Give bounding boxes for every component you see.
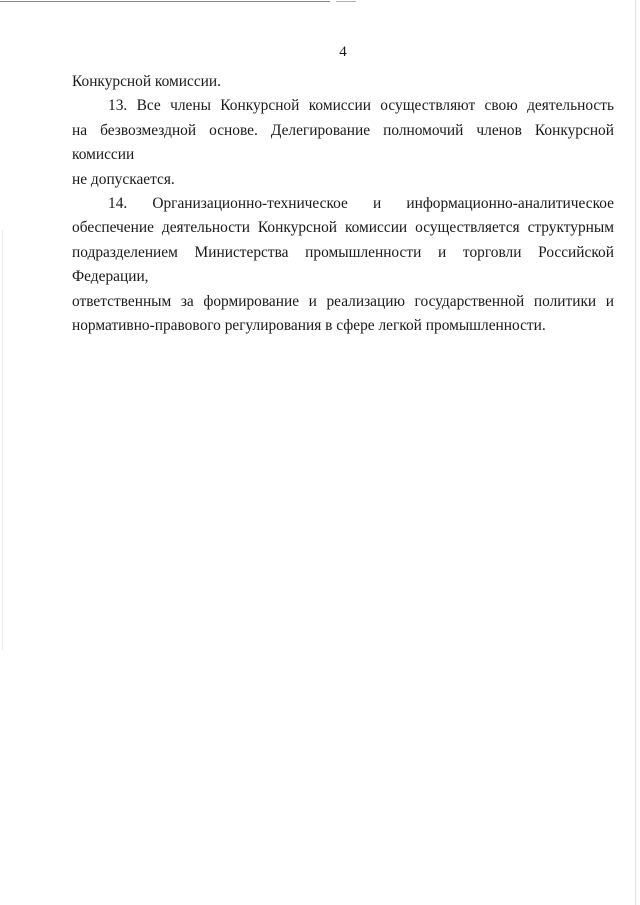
paragraph-13-line-3: не допускается. <box>72 170 175 188</box>
paragraph-13-line-2: на безвозмездной основе. Делегирование полномочий членов Конкурсной комиссии <box>72 121 614 164</box>
page-number: 4 <box>339 44 347 60</box>
paragraph-14-line-1: 14. Организационно-техническое и информационно-аналитическое <box>108 195 614 213</box>
paragraph-13 <box>72 94 614 192</box>
document-body <box>72 70 614 338</box>
scan-artifact-right-edge <box>635 0 636 905</box>
paragraph-14 <box>72 192 614 338</box>
scan-artifact-top-line <box>0 1 330 2</box>
paragraph-14-line-4: ответственным за формирование и реализацию государственной политики и <box>72 292 614 310</box>
paragraph-14-line-5: нормативно-правового регулирования в сфере легкой промышленности. <box>72 317 546 335</box>
paragraph-14-line-3: подразделением Министерства промышленности и торговли Российской Федерации, <box>72 243 614 286</box>
paragraph-13-line-1: 13. Все члены Конкурсной комиссии осуществляют свою деятельность <box>108 97 614 115</box>
scan-artifact-left-edge <box>2 230 3 650</box>
paragraph-14-line-2: обеспечение деятельности Конкурсной комиссии осуществляется структурным <box>72 219 614 237</box>
paragraph-continuation: Конкурсной комиссии. <box>72 73 221 90</box>
scan-artifact-top-line-short <box>336 1 356 2</box>
